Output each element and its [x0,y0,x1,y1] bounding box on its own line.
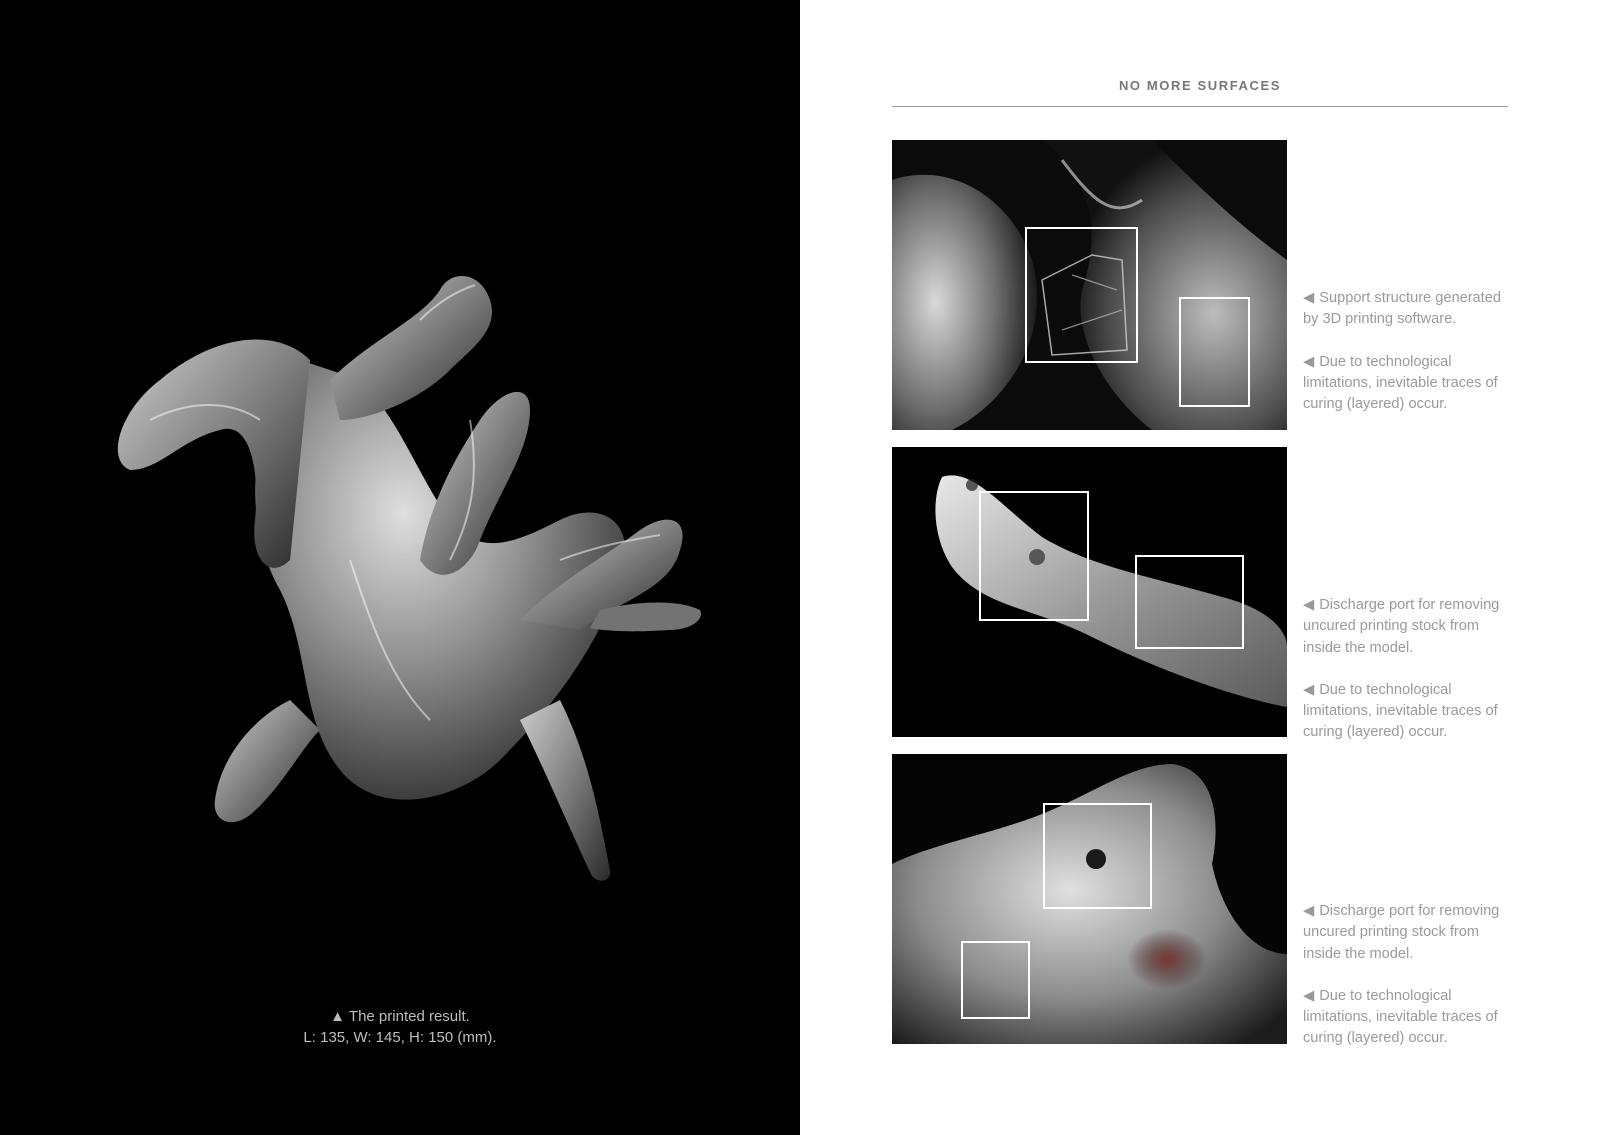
left-triangle-icon: ◀ [1303,597,1315,613]
note-block-1 [1303,288,1518,415]
detail-photo-2-image [892,447,1287,737]
page-header-title: NO MORE SURFACES [1118,78,1282,93]
detail-photo-1-image [892,140,1287,430]
note-text: Due to technological limitations, inevitable traces of curing (layered) occur. [1303,681,1498,741]
left-triangle-icon: ◀ [1303,353,1315,370]
left-triangle-icon: ◀ [1303,290,1315,306]
note [1303,680,1518,744]
note [1303,595,1518,659]
left-triangle-icon: ◀ [1303,681,1315,698]
note-block-2 [1303,595,1518,744]
left-triangle-icon: ◀ [1303,903,1315,919]
note [1303,352,1518,416]
hero-caption-line1: ▲ The printed result. [330,1008,470,1025]
right-page [800,0,1600,1135]
left-triangle-icon: ◀ [1303,987,1315,1004]
note-text: Discharge port for removing uncured printing stock from inside the model. [1303,597,1500,656]
note [1303,288,1518,331]
header-divider [892,106,1508,107]
note [1303,901,1518,965]
sculpture-body [118,276,701,881]
note-text: Due to technological limitations, inevitable traces of curing (layered) occur. [1303,353,1498,413]
hero-caption-line2: L: 135, W: 145, H: 150 (mm). [303,1029,497,1046]
note [1303,986,1518,1050]
hero-caption [0,1006,800,1048]
detail-photo-3-image [892,754,1287,1044]
note-text: Due to technological limitations, inevitable traces of curing (layered) occur. [1303,987,1498,1047]
detail-photo-support-structure [892,140,1287,430]
note-text: Discharge port for removing uncured printing stock from inside the model. [1303,903,1500,962]
detail-photo-discharge-port-2 [892,754,1287,1044]
detail-photo-discharge-port-1 [892,447,1287,737]
note-text: Support structure generated by 3D printing software. [1303,290,1501,328]
note-block-3 [1303,901,1518,1050]
